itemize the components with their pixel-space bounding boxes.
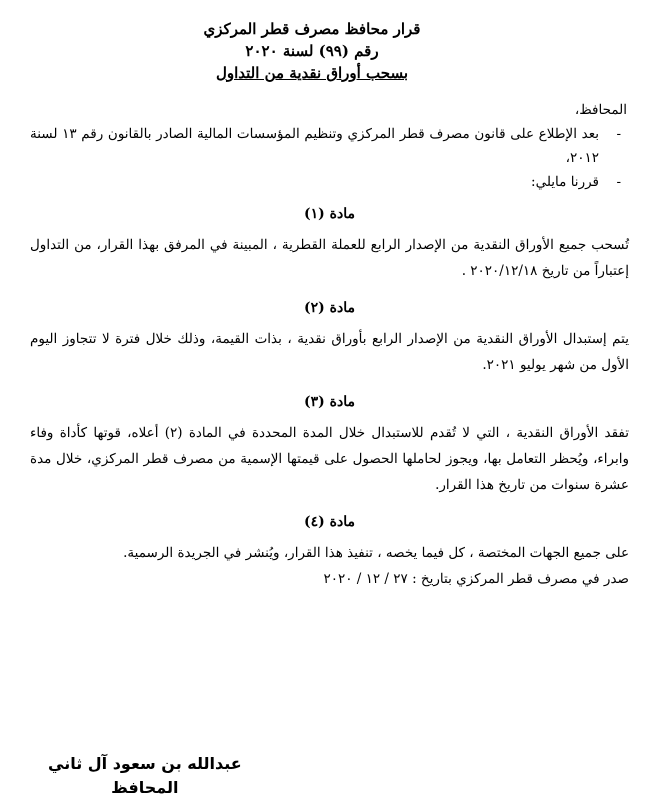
bullet-dash: - bbox=[616, 126, 621, 142]
signatory-title: المحافظ bbox=[111, 778, 179, 797]
article-1 bbox=[30, 204, 629, 284]
signatory-name: عبدالله بن سعود آل ثاني bbox=[48, 754, 242, 773]
article-2 bbox=[30, 298, 629, 378]
article-3 bbox=[30, 392, 629, 498]
article-text: تفقد الأوراق النقدية ، التي لا تُقدم للاستبدال خلال المدة المحددة في المادة (٢) أعلاه، قوتها كأداة وفاء وابراء، ويُحظر التعامل بها، ويجوز لحاملها الحصول على قيمتها الإسمية من مصرف قطر المركزي، خلال مدة عشرة سنوات من تاريخ هذا القرار. bbox=[30, 425, 629, 493]
header-subject: بسحب أوراق نقدية من التداول bbox=[215, 64, 409, 82]
preamble bbox=[30, 98, 629, 194]
preamble-role: المحافظ، bbox=[574, 102, 627, 118]
article-text: تُسحب جميع الأوراق النقدية من الإصدار الرابع للعملة القطرية ، المبينة في المرفق بهذا القرار، من التداول إعتباراً من تاريخ ٢٠٢٠/١٢/١٨ . bbox=[30, 237, 629, 279]
article-title: مادة (٢) bbox=[304, 300, 355, 316]
signature-block bbox=[48, 752, 242, 800]
article-title: مادة (١) bbox=[304, 206, 355, 222]
preamble-text: قررنا مايلي: bbox=[531, 174, 599, 190]
article-4 bbox=[30, 512, 629, 566]
article-title: مادة (٤) bbox=[304, 514, 355, 530]
article-text: يتم إستبدال الأوراق النقدية من الإصدار الرابع بأوراق نقدية ، بذات القيمة، وذلك خلال فترة لا تتجاوز اليوم الأول من شهر يوليو ٢٠٢١. bbox=[30, 331, 629, 373]
preamble-item bbox=[30, 170, 629, 194]
article-title: مادة (٣) bbox=[304, 394, 355, 410]
decision-header bbox=[30, 18, 594, 84]
header-title: قرار محافظ مصرف قطر المركزي bbox=[203, 20, 421, 38]
bullet-dash: - bbox=[616, 174, 621, 190]
issue-date: صدر في مصرف قطر المركزي بتاريخ : ٢٧ / ١٢ / ٢٠٢٠ bbox=[323, 571, 629, 587]
header-number: رقم (٩٩) لسنة ٢٠٢٠ bbox=[245, 42, 379, 60]
preamble-item bbox=[30, 122, 629, 170]
preamble-text: بعد الإطلاع على قانون مصرف قطر المركزي وتنظيم المؤسسات المالية الصادر بالقانون رقم ١٣ لسنة ٢٠١٢، bbox=[30, 126, 599, 166]
article-text: على جميع الجهات المختصة ، كل فيما يخصه ، تنفيذ هذا القرار، ويُنشر في الجريدة الرسمية. bbox=[123, 545, 629, 561]
